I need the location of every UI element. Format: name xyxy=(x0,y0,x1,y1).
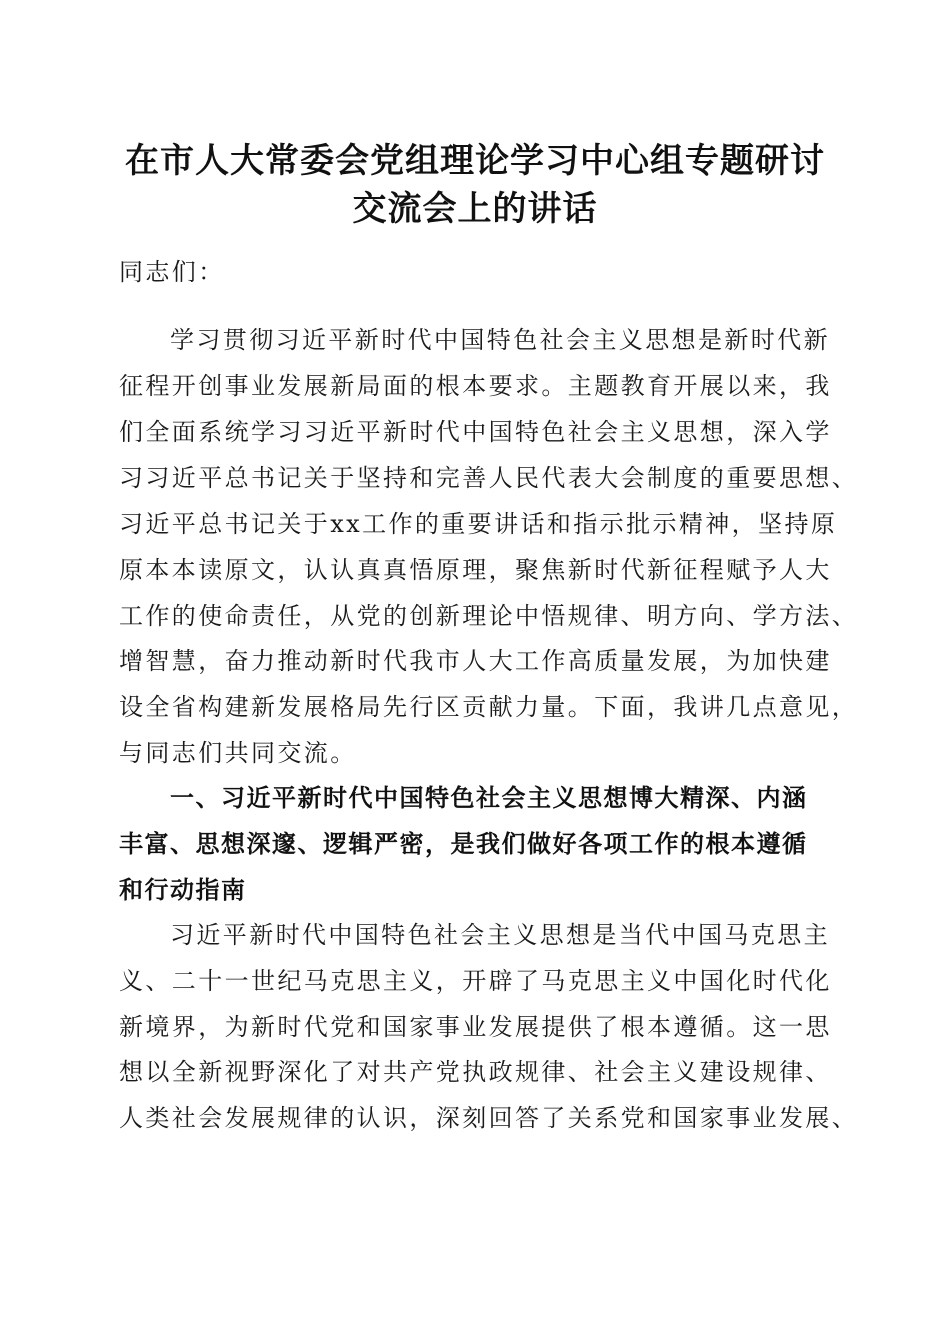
intro-line-6: 原本本读原文，认认真真悟原理，聚焦新时代新征程赋予人大 xyxy=(119,556,832,584)
document-title-line-2: 交流会上的讲话 xyxy=(352,189,598,229)
section1-body-line-1: 习近平新时代中国特色社会主义思想是当代中国马克思主 xyxy=(170,921,830,949)
intro-line-8: 增智慧，奋力推动新时代我市人大工作高质量发展，为加快建 xyxy=(119,647,832,675)
section1-body-line-5: 人类社会发展规律的认识，深刻回答了关系党和国家事业发展、 xyxy=(119,1104,859,1132)
intro-line-1: 学习贯彻习近平新时代中国特色社会主义思想是新时代新 xyxy=(170,326,830,354)
intro-line-3: 们全面系统学习习近平新时代中国特色社会主义思想，深入学 xyxy=(119,418,832,446)
section1-body-line-3: 新境界，为新时代党和国家事业发展提供了根本遵循。这一思 xyxy=(119,1013,832,1041)
document-title-line-1: 在市人大常委会党组理论学习中心组专题研讨 xyxy=(125,141,825,181)
intro-line-7: 工作的使命责任，从党的创新理论中悟规律、明方向、学方法、 xyxy=(119,602,859,630)
section1-heading-line-2: 丰富、思想深邃、逻辑严密，是我们做好各项工作的根本遵循 xyxy=(119,830,808,858)
section1-body-line-4: 想以全新视野深化了对共产党执政规律、社会主义建设规律、 xyxy=(119,1058,832,1086)
section1-heading-line-1: 一、习近平新时代中国特色社会主义思想博大精深、内涵 xyxy=(170,784,808,812)
section1-body-line-2: 义、二十一世纪马克思主义，开辟了马克思主义中国化时代化 xyxy=(119,967,832,995)
intro-line-9: 设全省构建新发展格局先行区贡献力量。下面，我讲几点意见， xyxy=(119,693,859,721)
salutation: 同志们： xyxy=(119,258,225,286)
intro-line-4: 习习近平总书记关于坚持和完善人民代表大会制度的重要思想、 xyxy=(119,464,859,492)
intro-line-10: 与同志们共同交流。 xyxy=(119,739,357,767)
intro-line-5: 习近平总书记关于xx工作的重要讲话和指示批示精神，坚持原 xyxy=(119,510,838,538)
intro-line-2: 征程开创事业发展新局面的根本要求。主题教育开展以来，我 xyxy=(119,372,832,400)
section1-heading-line-3: 和行动指南 xyxy=(119,876,247,904)
